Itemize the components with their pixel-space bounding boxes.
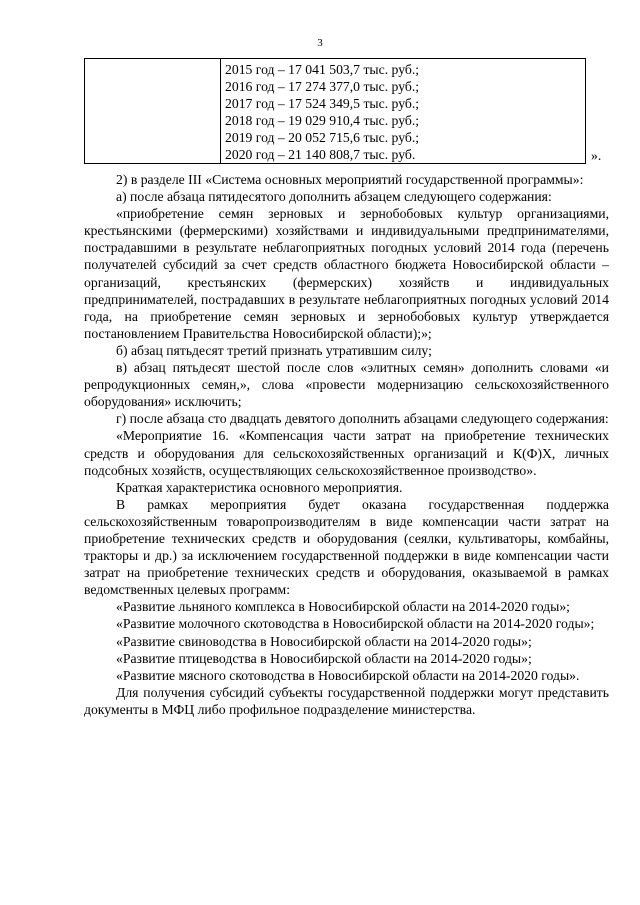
paragraph-brief-description: Краткая характеристика основного мероприятия. [116,479,403,495]
funding-table-grid [84,58,586,164]
paragraph-item-b: б) абзац пятьдесят третий признать утратившим силу; [116,342,432,358]
program-item-flax: «Развитие льняного комплекса в Новосибирской области на 2014-2020 годы»; [116,599,570,615]
table-cell-empty [85,59,221,164]
document-body [84,171,609,718]
funding-line-2020: 2020 год – 21 140 808,7 тыс. руб. [225,146,416,162]
table-closing-quote: ». [591,148,602,163]
program-item-pig: «Развитие свиноводства в Новосибирской области на 2014-2020 годы»; [116,633,532,649]
funding-line-2016: 2016 год – 17 274 377,0 тыс. руб.; [225,78,420,94]
program-item-poultry: «Развитие птицеводства в Новосибирской области на 2014-2020 годы»; [116,650,532,666]
paragraph-item-a: а) после абзаца пятидесятого дополнить абзацем следующего содержания: [116,189,552,205]
paragraph-section-3: 2) в разделе III «Система основных мероприятий государственной программы»: [116,172,584,187]
page-number: 3 [317,37,323,49]
paragraph-measure-16: «Мероприятие 16. «Компенсация части затрат на приобретение технических средств и оборудования для сельскохозяйственных организаций и К(Ф)Х, личных подсобных хозяйств, осуществляющих сельскохозяйственное производство». [84,428,609,478]
paragraph-seed-purchase: «приобретение семян зерновых и зернобобовых культур организациями, крестьянскими (фермерскими) хозяйствами и индивидуальными предпринимателями, пострадавшими в результате неблагоприятных погодных условий 2014 года (перечень получателей субсидий за счет средств областного бюджета Новосибирской области – организаций, крестьянских (фермерских) хозяйств и индивидуальных предпринимателей, пострадавших в результате неблагоприятных погодных условий 2014 года, на приобретение семян зерновых и зернобобовых культур утверждается постановлением Правительства Новосибирской области);»; [84,206,609,341]
funding-line-2018: 2018 год – 19 029 910,4 тыс. руб.; [225,112,420,128]
funding-line-2017: 2017 год – 17 524 349,5 тыс. руб.; [225,95,420,111]
funding-line-2019: 2019 год – 20 052 715,6 тыс. руб.; [225,129,420,145]
table-cell-funding [221,59,586,164]
funding-table [84,58,586,164]
table-row [85,59,586,164]
program-item-beef: «Развитие мясного скотоводства в Новосибирской области на 2014-2020 годы». [116,667,580,683]
program-item-dairy: «Развитие молочного скотоводства в Новосибирской области на 2014-2020 годы»; [116,616,595,632]
funding-line-2015: 2015 год – 17 041 503,7 тыс. руб.; [225,62,420,77]
paragraph-support-details: В рамках мероприятия будет оказана государственная поддержка сельскохозяйственным товаропроизводителям в виде компенсации части затрат на приобретение технических средств и оборудования (сеялки, культиваторы, комбайны, тракторы и др.) за исключением государственной поддержки в виде компенсации части затрат на приобретение технических средств и оборудования, оказываемой в рамках ведомственных целевых программ: [84,496,609,598]
paragraph-item-g: г) после абзаца сто двадцать девятого дополнить абзацами следующего содержания: [116,411,609,427]
paragraph-item-v: в) абзац пятьдесят шестой после слов «элитных семян» дополнить словами «и репродукционных семян,», слова «провести модернизацию сельскохозяйственного оборудования» исключить; [84,360,609,410]
paragraph-subsidy-documents: Для получения субсидий субъекты государственной поддержки могут представить документы в МФЦ либо профильное подразделение министерства. [84,684,609,717]
